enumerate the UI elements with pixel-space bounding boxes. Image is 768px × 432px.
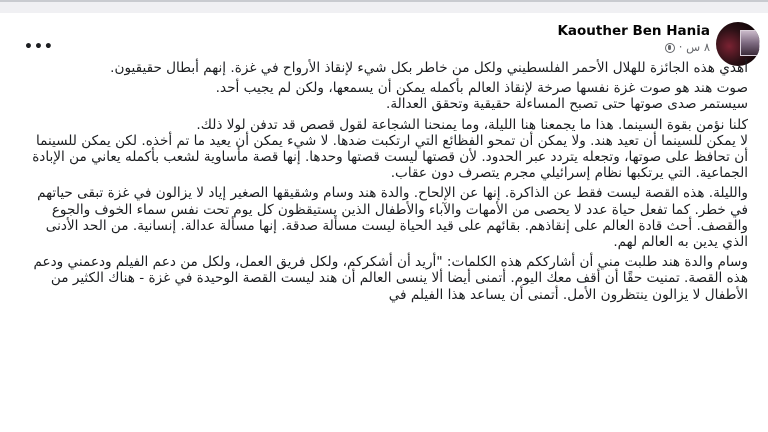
post-paragraph: لا يمكن للسينما أن تعيد هند. ولا يمكن أن تمحو الفظائع التي ارتكبت ضدها. لا شيء يمكن أن يعيد ما تم أخذه. لكن يمكن للسينما أن تحافظ على صوتها، وتجعله يتردد عبر الحدود. لأن قصتها ليست قصتها وحدها. إنها قصة مأساوية لشعب بأكمله يعاني من الإبادة الجماعية. التي يرتكبها نظام إسرائيلي مجرم يتصرف دون عقاب. — [32, 132, 748, 182]
post-card — [0, 13, 768, 432]
post-paragraph: صوت هند هو صوت غزة نفسها صرخة لإنقاذ العالم بأكمله يمكن أن يسمعها، ولكن لم يجيب أحد. — [215, 80, 748, 97]
globe-icon — [665, 43, 675, 53]
post-paragraph: سيستمر صدى صوتها حتى تصبح المساءلة حقيقية وتحقق العدالة. — [386, 96, 748, 113]
post-author-header — [557, 23, 710, 54]
post-paragraph: والليلة. هذه القصة ليست فقط عن الذاكرة. إنها عن الإلحاح. والدة هند وسام وشقيقها الصغير إياد لا يزالون في غزة تبقى حياتهم في خطر. كما تفعل حياة عدد لا يحصى من الأمهات والآباء والأطفال الذين يستيقظون كل يوم تحت نفس سماء الخوف والجوع والقصف. أحث قادة العالم على إنقاذهم. بقائهم على قيد الحياة ليست مسألة صدقة. إنها مسألة عدالة. إنسانية. من الحد الأدنى الذي يدين به العالم لهم. — [37, 185, 748, 251]
avatar-photo-inset — [740, 30, 760, 56]
post-body — [30, 60, 748, 307]
post-paragraph: كلنا نؤمن بقوة السينما. هذا ما يجمعنا هنا الليلة، وما يمنحنا الشجاعة لقول قصص قد تدفن لولا ذلك. — [196, 116, 748, 133]
meta-separator: · — [678, 40, 683, 54]
top-browser-strip — [0, 0, 768, 13]
post-meta — [557, 40, 710, 54]
author-name[interactable]: Kaouther Ben Hania — [557, 23, 710, 39]
more-options-icon[interactable]: ••• — [24, 39, 54, 55]
post-paragraph: أهدي هذه الجائزة للهلال الأحمر الفلسطيني ولكل من خاطر بكل شيء لإنقاذ الأرواح في غزة. إنهم أبطال حقيقيون. — [110, 60, 748, 76]
post-timestamp[interactable]: ٨ س — [686, 40, 710, 54]
post-paragraph: وسام والدة هند طلبت مني أن أشارككم هذه الكلمات: "أريد أن أشكركم، ولكل فريق العمل، ولكل من دعم الفيلم ودعمني ودعم هذه القصة. تمنيت حقًا أن أقف معك اليوم. أتمنى أيضا ألا ينسى العالم أن هند ليست القصة الوحيدة في غزة - هناك الكثير من الأطفال لا يزالون ينتظرون الأمل. أتمنى أن يساعد هذا الفيلم في — [33, 254, 748, 303]
